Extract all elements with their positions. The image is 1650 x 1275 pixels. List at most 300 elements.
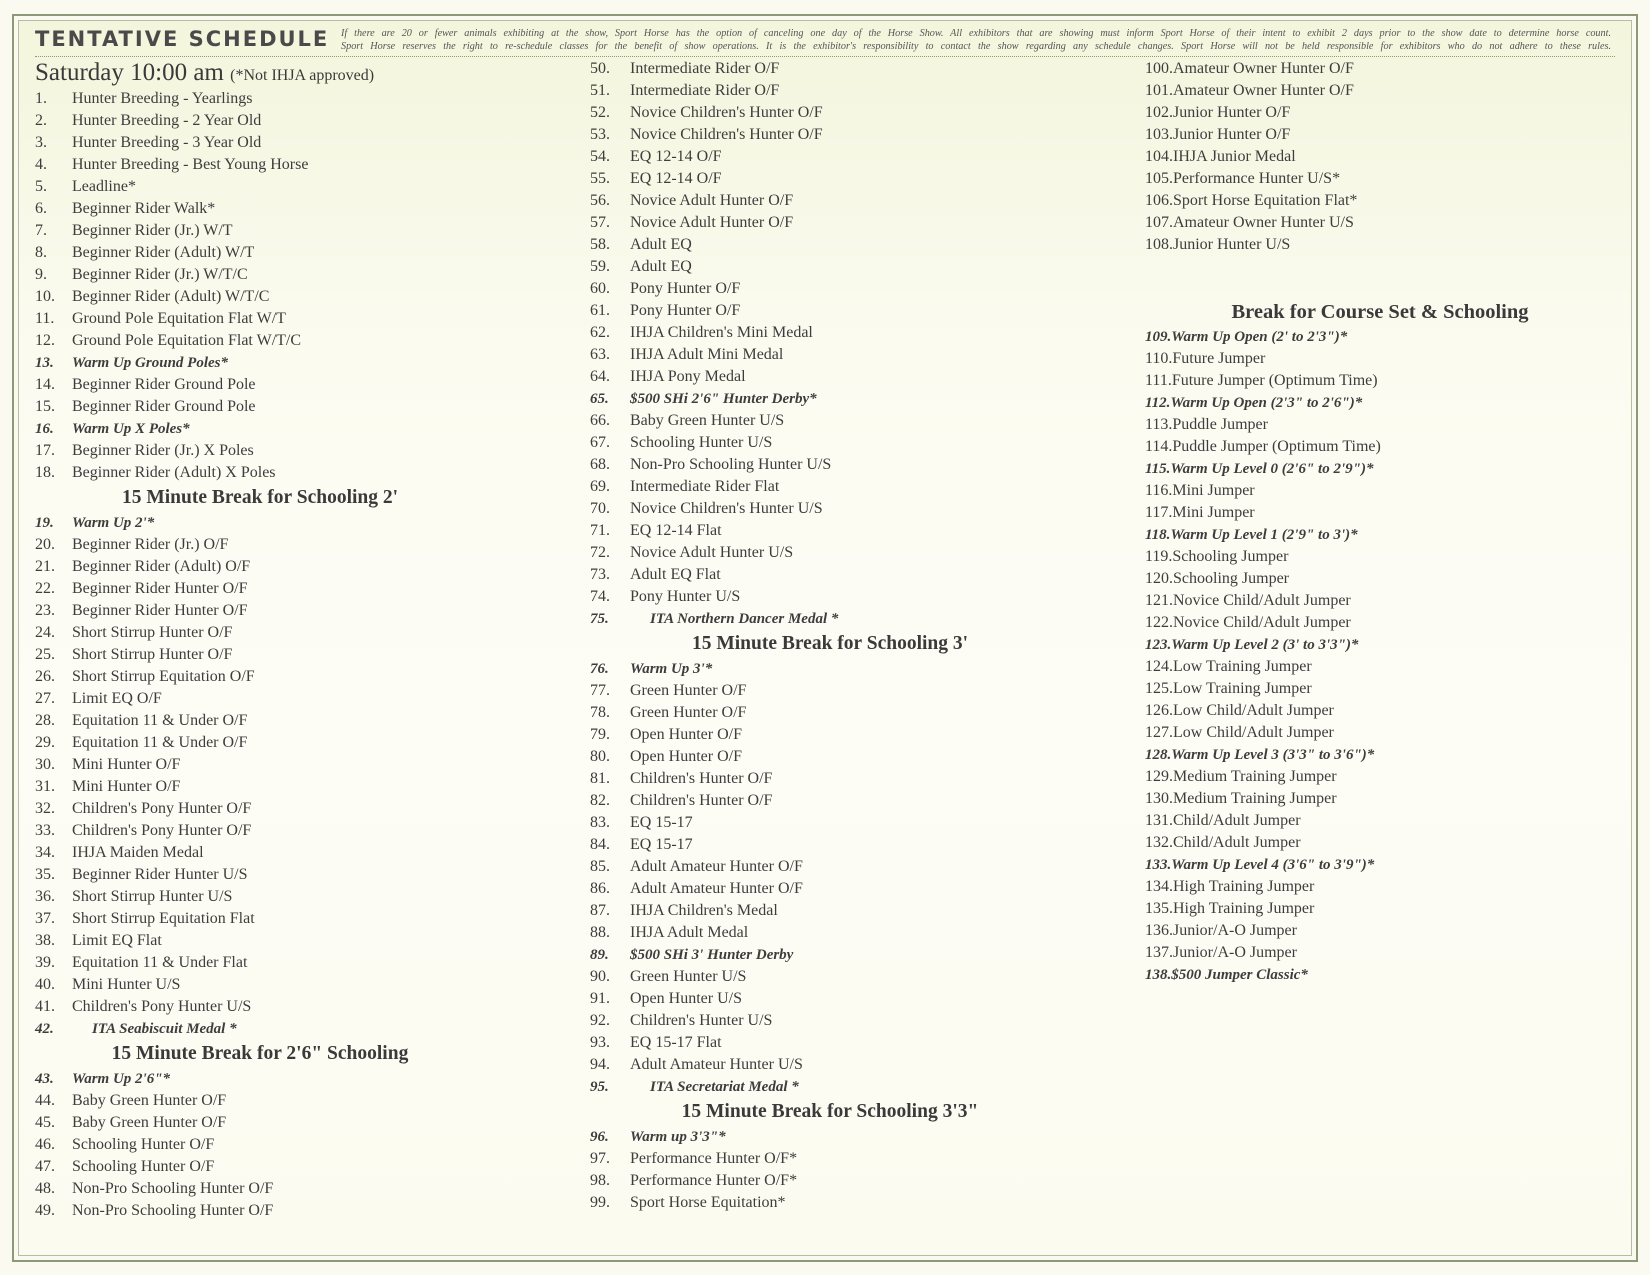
class-number: 18. <box>35 464 55 481</box>
class-number: 12. <box>35 332 55 349</box>
class-row <box>590 212 1130 234</box>
class-row <box>1145 898 1625 920</box>
class-name: Novice Child/Adult Jumper <box>1173 614 1351 631</box>
notice-line-1: If there are 20 or fewer animals exhibiting at the show, Sport Horse has the option of canceling one day of the Horse Show. All exhibitors that are showing must inform Sport Horse of their intent to exhibit 2 days prior to the show date to determine horse count. <box>341 28 1611 39</box>
class-number: 29. <box>35 734 55 751</box>
class-name: EQ 15-17 <box>630 836 693 853</box>
class-number: 120. <box>1145 570 1173 587</box>
class-number: 13. <box>35 355 54 371</box>
class-name: Beginner Rider (Jr.) W/T/C <box>72 266 248 283</box>
class-number: 77. <box>590 682 610 699</box>
class-number: 103. <box>1145 126 1173 143</box>
class-name: Beginner Rider (Jr.) O/F <box>72 536 229 553</box>
class-row <box>1145 876 1625 898</box>
class-row <box>590 168 1130 190</box>
class-name: Schooling Hunter U/S <box>630 434 773 451</box>
class-name: High Training Jumper <box>1173 878 1315 895</box>
class-name: $500 SHi 2'6" Hunter Derby* <box>630 391 817 407</box>
class-number: 137. <box>1145 944 1173 961</box>
class-row <box>590 432 1130 454</box>
class-name: ITA Seabiscuit Medal * <box>92 1021 237 1037</box>
class-number: 66. <box>590 412 610 429</box>
class-number: 54. <box>590 148 610 165</box>
class-number: 74. <box>590 588 610 605</box>
column-2 <box>590 58 1130 1214</box>
class-name: Intermediate Rider O/F <box>630 60 780 77</box>
class-row <box>590 746 1130 768</box>
day-title: Saturday 10:00 am <box>35 59 224 86</box>
class-name: Children's Hunter U/S <box>630 1012 773 1029</box>
class-number: 86. <box>590 880 610 897</box>
class-name: Warm Up Level 4 (3'6" to 3'9")* <box>1171 857 1375 873</box>
class-name: Adult EQ Flat <box>630 566 721 583</box>
class-number: 75. <box>590 611 609 627</box>
class-row <box>35 798 555 820</box>
class-number: 19. <box>35 515 54 531</box>
class-name: Children's Hunter O/F <box>630 792 773 809</box>
class-row <box>590 834 1130 856</box>
class-number: 17. <box>35 442 55 459</box>
class-number: 105. <box>1145 170 1173 187</box>
class-row <box>1145 546 1625 568</box>
class-name: Amateur Owner Hunter O/F <box>1173 82 1354 99</box>
class-number: 92. <box>590 1012 610 1029</box>
class-number: 22. <box>35 580 55 597</box>
class-name: Green Hunter U/S <box>630 968 747 985</box>
class-row <box>590 812 1130 834</box>
class-number: 70. <box>590 500 610 517</box>
class-name: EQ 15-17 <box>630 814 693 831</box>
class-name: Ground Pole Equitation Flat W/T/C <box>72 332 302 349</box>
class-row <box>590 790 1130 812</box>
class-number: 41. <box>35 998 55 1015</box>
class-row <box>1145 744 1625 766</box>
class-name: Novice Adult Hunter O/F <box>630 214 794 231</box>
class-number: 78. <box>590 704 610 721</box>
class-row <box>35 1068 555 1090</box>
class-row <box>35 952 555 974</box>
class-number: 60. <box>590 280 610 297</box>
class-row <box>590 278 1130 300</box>
class-name: IHJA Adult Mini Medal <box>630 346 784 363</box>
class-row <box>1145 964 1625 986</box>
class-row <box>35 974 555 996</box>
class-row <box>35 534 555 556</box>
class-number: 99. <box>590 1194 610 1211</box>
class-name: Warm Up Ground Poles* <box>72 355 228 371</box>
class-row <box>35 1090 555 1112</box>
class-row <box>590 146 1130 168</box>
class-number: 69. <box>590 478 610 495</box>
class-number: 82. <box>590 792 610 809</box>
class-number: 90. <box>590 968 610 985</box>
class-number: 45. <box>35 1114 55 1131</box>
class-row <box>590 1126 1130 1148</box>
class-row <box>35 1178 555 1200</box>
class-row <box>590 658 1130 680</box>
class-row <box>590 586 1130 608</box>
class-row <box>590 768 1130 790</box>
class-name: Short Stirrup Hunter O/F <box>72 624 233 641</box>
class-row <box>35 220 555 242</box>
class-name: Mini Hunter O/F <box>72 778 181 795</box>
class-number: 33. <box>35 822 55 839</box>
class-number: 83. <box>590 814 610 831</box>
class-number: 21. <box>35 558 55 575</box>
class-name: Intermediate Rider O/F <box>630 82 780 99</box>
class-name: Limit EQ O/F <box>72 690 162 707</box>
class-name: Warm Up X Poles* <box>72 421 190 437</box>
class-name: Warm Up Level 0 (2'6" to 2'9")* <box>1170 461 1374 477</box>
class-number: 65. <box>590 391 609 407</box>
class-row <box>1145 568 1625 590</box>
class-name: IHJA Children's Mini Medal <box>630 324 813 341</box>
class-row <box>1145 722 1625 744</box>
class-number: 134. <box>1145 878 1173 895</box>
class-number: 98. <box>590 1172 610 1189</box>
class-row <box>35 886 555 908</box>
class-number: 107. <box>1145 214 1173 231</box>
class-name: Low Child/Adult Jumper <box>1173 702 1334 719</box>
class-row <box>590 1192 1130 1214</box>
class-row <box>1145 168 1625 190</box>
class-number: 138. <box>1145 967 1172 983</box>
class-number: 96. <box>590 1129 609 1145</box>
class-row <box>35 198 555 220</box>
break-heading: Break for Course Set & Schooling <box>1231 301 1529 323</box>
class-number: 118. <box>1145 527 1171 543</box>
class-number: 91. <box>590 990 610 1007</box>
class-row <box>590 454 1130 476</box>
class-number: 6. <box>35 200 47 217</box>
class-name: Pony Hunter U/S <box>630 588 741 605</box>
class-row <box>35 132 555 154</box>
class-number: 121. <box>1145 592 1173 609</box>
class-row <box>35 1156 555 1178</box>
class-row <box>590 542 1130 564</box>
class-name: Warm Up 2'6"* <box>72 1071 171 1087</box>
class-row <box>35 154 555 176</box>
class-name: IHJA Junior Medal <box>1173 148 1296 165</box>
class-number: 135. <box>1145 900 1173 917</box>
class-name: Sport Horse Equitation Flat* <box>1173 192 1358 209</box>
class-row <box>590 190 1130 212</box>
class-number: 88. <box>590 924 610 941</box>
page-title: TENTATIVE SCHEDULE <box>35 27 330 51</box>
class-row <box>1145 480 1625 502</box>
class-number: 76. <box>590 661 609 677</box>
class-number: 61. <box>590 302 610 319</box>
class-name: Non-Pro Schooling Hunter O/F <box>72 1202 274 1219</box>
class-number: 80. <box>590 748 610 765</box>
class-number: 71. <box>590 522 610 539</box>
class-number: 85. <box>590 858 610 875</box>
class-row <box>590 498 1130 520</box>
class-row <box>35 578 555 600</box>
class-row <box>590 344 1130 366</box>
class-row <box>1145 414 1625 436</box>
class-name: Open Hunter O/F <box>630 726 742 743</box>
class-row <box>35 864 555 886</box>
class-number: 37. <box>35 910 55 927</box>
class-row <box>1145 590 1625 612</box>
class-name: Warm Up 2'* <box>72 515 155 531</box>
class-number: 1. <box>35 90 47 107</box>
class-number: 63. <box>590 346 610 363</box>
class-row <box>35 1200 555 1222</box>
class-number: 51. <box>590 82 610 99</box>
class-name: Warm Up Level 3 (3'3" to 3'6")* <box>1171 747 1375 763</box>
class-name: Junior Hunter O/F <box>1173 104 1291 121</box>
class-number: 97. <box>590 1150 610 1167</box>
class-number: 94. <box>590 1056 610 1073</box>
class-name: Short Stirrup Equitation O/F <box>72 668 255 685</box>
class-row <box>35 930 555 952</box>
class-name: Limit EQ Flat <box>72 932 162 949</box>
class-row <box>1145 326 1625 348</box>
class-number: 11. <box>35 310 55 327</box>
class-number: 7. <box>35 222 47 239</box>
class-name: Performance Hunter U/S* <box>1173 170 1341 187</box>
class-name: Beginner Rider (Adult) W/T <box>72 244 255 261</box>
class-name: EQ 12-14 O/F <box>630 170 722 187</box>
class-number: 109. <box>1145 329 1172 345</box>
class-name: Children's Pony Hunter O/F <box>72 800 252 817</box>
class-row <box>35 512 555 534</box>
class-row <box>35 88 555 110</box>
class-name: Hunter Breeding - 3 Year Old <box>72 134 262 151</box>
class-row <box>590 102 1130 124</box>
class-name: EQ 12-14 Flat <box>630 522 722 539</box>
class-name: High Training Jumper <box>1173 900 1315 917</box>
class-row <box>35 308 555 330</box>
class-name: Pony Hunter O/F <box>630 280 741 297</box>
class-number: 20. <box>35 536 55 553</box>
class-row <box>1145 700 1625 722</box>
class-name: $500 Jumper Classic* <box>1171 967 1308 983</box>
class-row <box>1145 348 1625 370</box>
class-row <box>35 264 555 286</box>
break-heading: 15 Minute Break for Schooling 3'3" <box>681 1101 979 1122</box>
class-row <box>35 842 555 864</box>
class-number: 27. <box>35 690 55 707</box>
class-number: 108. <box>1145 236 1173 253</box>
class-name: Short Stirrup Equitation Flat <box>72 910 255 927</box>
class-name: Non-Pro Schooling Hunter U/S <box>630 456 832 473</box>
class-name: Mini Hunter O/F <box>72 756 181 773</box>
class-row <box>1145 102 1625 124</box>
class-name: Green Hunter O/F <box>630 682 747 699</box>
class-row <box>35 176 555 198</box>
class-number: 36. <box>35 888 55 905</box>
class-row <box>590 922 1130 944</box>
class-number: 84. <box>590 836 610 853</box>
class-name: Amateur Owner Hunter O/F <box>1173 60 1354 77</box>
class-name: Low Training Jumper <box>1173 658 1312 675</box>
class-row <box>590 680 1130 702</box>
class-number: 79. <box>590 726 610 743</box>
class-name: Beginner Rider Hunter O/F <box>72 602 248 619</box>
class-row <box>590 124 1130 146</box>
class-row <box>35 666 555 688</box>
class-row <box>1145 920 1625 942</box>
class-name: Baby Green Hunter O/F <box>72 1114 227 1131</box>
break-heading: 15 Minute Break for 2'6" Schooling <box>111 1043 409 1064</box>
class-name: Short Stirrup Hunter O/F <box>72 646 233 663</box>
class-number: 32. <box>35 800 55 817</box>
class-row <box>1145 832 1625 854</box>
class-number: 117. <box>1145 504 1173 521</box>
class-row <box>590 724 1130 746</box>
class-row <box>1145 678 1625 700</box>
class-name: Open Hunter O/F <box>630 748 742 765</box>
class-name: Short Stirrup Hunter U/S <box>72 888 233 905</box>
class-name: Schooling Jumper <box>1172 548 1289 565</box>
class-row <box>590 966 1130 988</box>
class-row <box>1145 392 1625 414</box>
class-number: 64. <box>590 368 610 385</box>
class-name: Child/Adult Jumper <box>1173 834 1301 851</box>
class-name: Equitation 11 & Under O/F <box>72 712 248 729</box>
class-row <box>1145 436 1625 458</box>
class-number: 95. <box>590 1079 609 1095</box>
class-row <box>590 80 1130 102</box>
class-name: IHJA Pony Medal <box>630 368 746 385</box>
class-number: 44. <box>35 1092 55 1109</box>
class-name: Schooling Hunter O/F <box>72 1158 215 1175</box>
class-name: Beginner Rider Hunter O/F <box>72 580 248 597</box>
class-name: Amateur Owner Hunter U/S <box>1173 214 1354 231</box>
class-row <box>1145 190 1625 212</box>
class-number: 23. <box>35 602 55 619</box>
class-number: 28. <box>35 712 55 729</box>
class-number: 30. <box>35 756 55 773</box>
class-row <box>590 520 1130 542</box>
class-name: Sport Horse Equitation* <box>630 1194 786 1211</box>
class-number: 67. <box>590 434 610 451</box>
class-row <box>35 908 555 930</box>
class-number: 119. <box>1145 548 1173 565</box>
class-number: 114. <box>1145 438 1173 455</box>
class-number: 128. <box>1145 747 1172 763</box>
class-name: Open Hunter U/S <box>630 990 742 1007</box>
class-row <box>1145 502 1625 524</box>
class-row <box>1145 854 1625 876</box>
class-row <box>35 820 555 842</box>
class-number: 115. <box>1145 461 1171 477</box>
class-number: 53. <box>590 126 610 143</box>
class-number: 58. <box>590 236 610 253</box>
class-number: 124. <box>1145 658 1173 675</box>
class-row <box>590 1054 1130 1076</box>
class-row <box>590 300 1130 322</box>
class-name: Equitation 11 & Under O/F <box>72 734 248 751</box>
class-row <box>1145 458 1625 480</box>
notice-line-2: Sport Horse reserves the right to re-schedule classes for the benefit of show operations. It is the exhibitor's responsibility to contact the show regarding any schedule changes. Sport Horse will not be held responsible for exhibitors who do not adhere to these rules. <box>341 41 1611 52</box>
spacer <box>1145 256 1625 298</box>
class-number: 8. <box>35 244 47 261</box>
class-number: 129. <box>1145 768 1173 785</box>
column-1 <box>35 58 555 1222</box>
class-name: Hunter Breeding - 2 Year Old <box>72 112 262 129</box>
class-row <box>35 556 555 578</box>
class-name: Children's Pony Hunter U/S <box>72 998 252 1015</box>
class-row <box>35 330 555 352</box>
class-number: 113. <box>1145 416 1173 433</box>
class-name: Performance Hunter O/F* <box>630 1150 798 1167</box>
class-name: ITA Northern Dancer Medal * <box>650 611 839 627</box>
class-number: 56. <box>590 192 610 209</box>
class-row <box>590 234 1130 256</box>
class-name: Children's Hunter O/F <box>630 770 773 787</box>
class-row <box>35 418 555 440</box>
class-name: Medium Training Jumper <box>1173 768 1337 785</box>
class-name: Ground Pole Equitation Flat W/T <box>72 310 286 327</box>
class-row <box>35 1134 555 1156</box>
class-row <box>35 374 555 396</box>
class-name: Novice Adult Hunter U/S <box>630 544 794 561</box>
class-row <box>590 1076 1130 1098</box>
class-number: 102. <box>1145 104 1173 121</box>
class-row <box>35 776 555 798</box>
class-name: Beginner Rider (Adult) W/T/C <box>72 288 270 305</box>
class-name: Green Hunter O/F <box>630 704 747 721</box>
class-name: Puddle Jumper <box>1172 416 1268 433</box>
class-number: 104. <box>1145 148 1173 165</box>
class-name: Schooling Jumper <box>1173 570 1289 587</box>
class-number: 46. <box>35 1136 55 1153</box>
class-name: Junior/A-O Jumper <box>1173 922 1297 939</box>
class-row <box>35 1018 555 1040</box>
class-name: Warm Up Level 1 (2'9" to 3')* <box>1170 527 1358 543</box>
class-row <box>590 256 1130 278</box>
class-number: 133. <box>1145 857 1172 873</box>
class-row <box>1145 810 1625 832</box>
class-number: 122. <box>1145 614 1173 631</box>
class-row <box>35 440 555 462</box>
class-number: 68. <box>590 456 610 473</box>
class-name: Beginner Rider (Adult) X Poles <box>72 464 276 481</box>
class-name: Mini Jumper <box>1172 482 1255 499</box>
class-number: 100. <box>1145 60 1173 77</box>
class-number: 38. <box>35 932 55 949</box>
class-number: 136. <box>1145 922 1173 939</box>
header-notice <box>341 27 1611 53</box>
class-name: IHJA Children's Medal <box>630 902 778 919</box>
class-name: Novice Adult Hunter O/F <box>630 192 794 209</box>
class-name: Future Jumper <box>1172 350 1266 367</box>
class-number: 3. <box>35 134 47 151</box>
class-number: 35. <box>35 866 55 883</box>
class-row <box>1145 524 1625 546</box>
class-row <box>1145 146 1625 168</box>
class-row <box>35 242 555 264</box>
class-row <box>590 388 1130 410</box>
class-number: 101. <box>1145 82 1173 99</box>
class-number: 125. <box>1145 680 1173 697</box>
class-name: Junior Hunter U/S <box>1173 236 1291 253</box>
class-name: ITA Secretariat Medal * <box>650 1079 799 1095</box>
class-row <box>35 688 555 710</box>
class-name: Low Child/Adult Jumper <box>1173 724 1334 741</box>
class-number: 112. <box>1145 395 1171 411</box>
class-row <box>1145 212 1625 234</box>
class-number: 9. <box>35 266 47 283</box>
day-heading <box>35 58 555 88</box>
class-row <box>35 996 555 1018</box>
class-number: 25. <box>35 646 55 663</box>
class-number: 2. <box>35 112 47 129</box>
